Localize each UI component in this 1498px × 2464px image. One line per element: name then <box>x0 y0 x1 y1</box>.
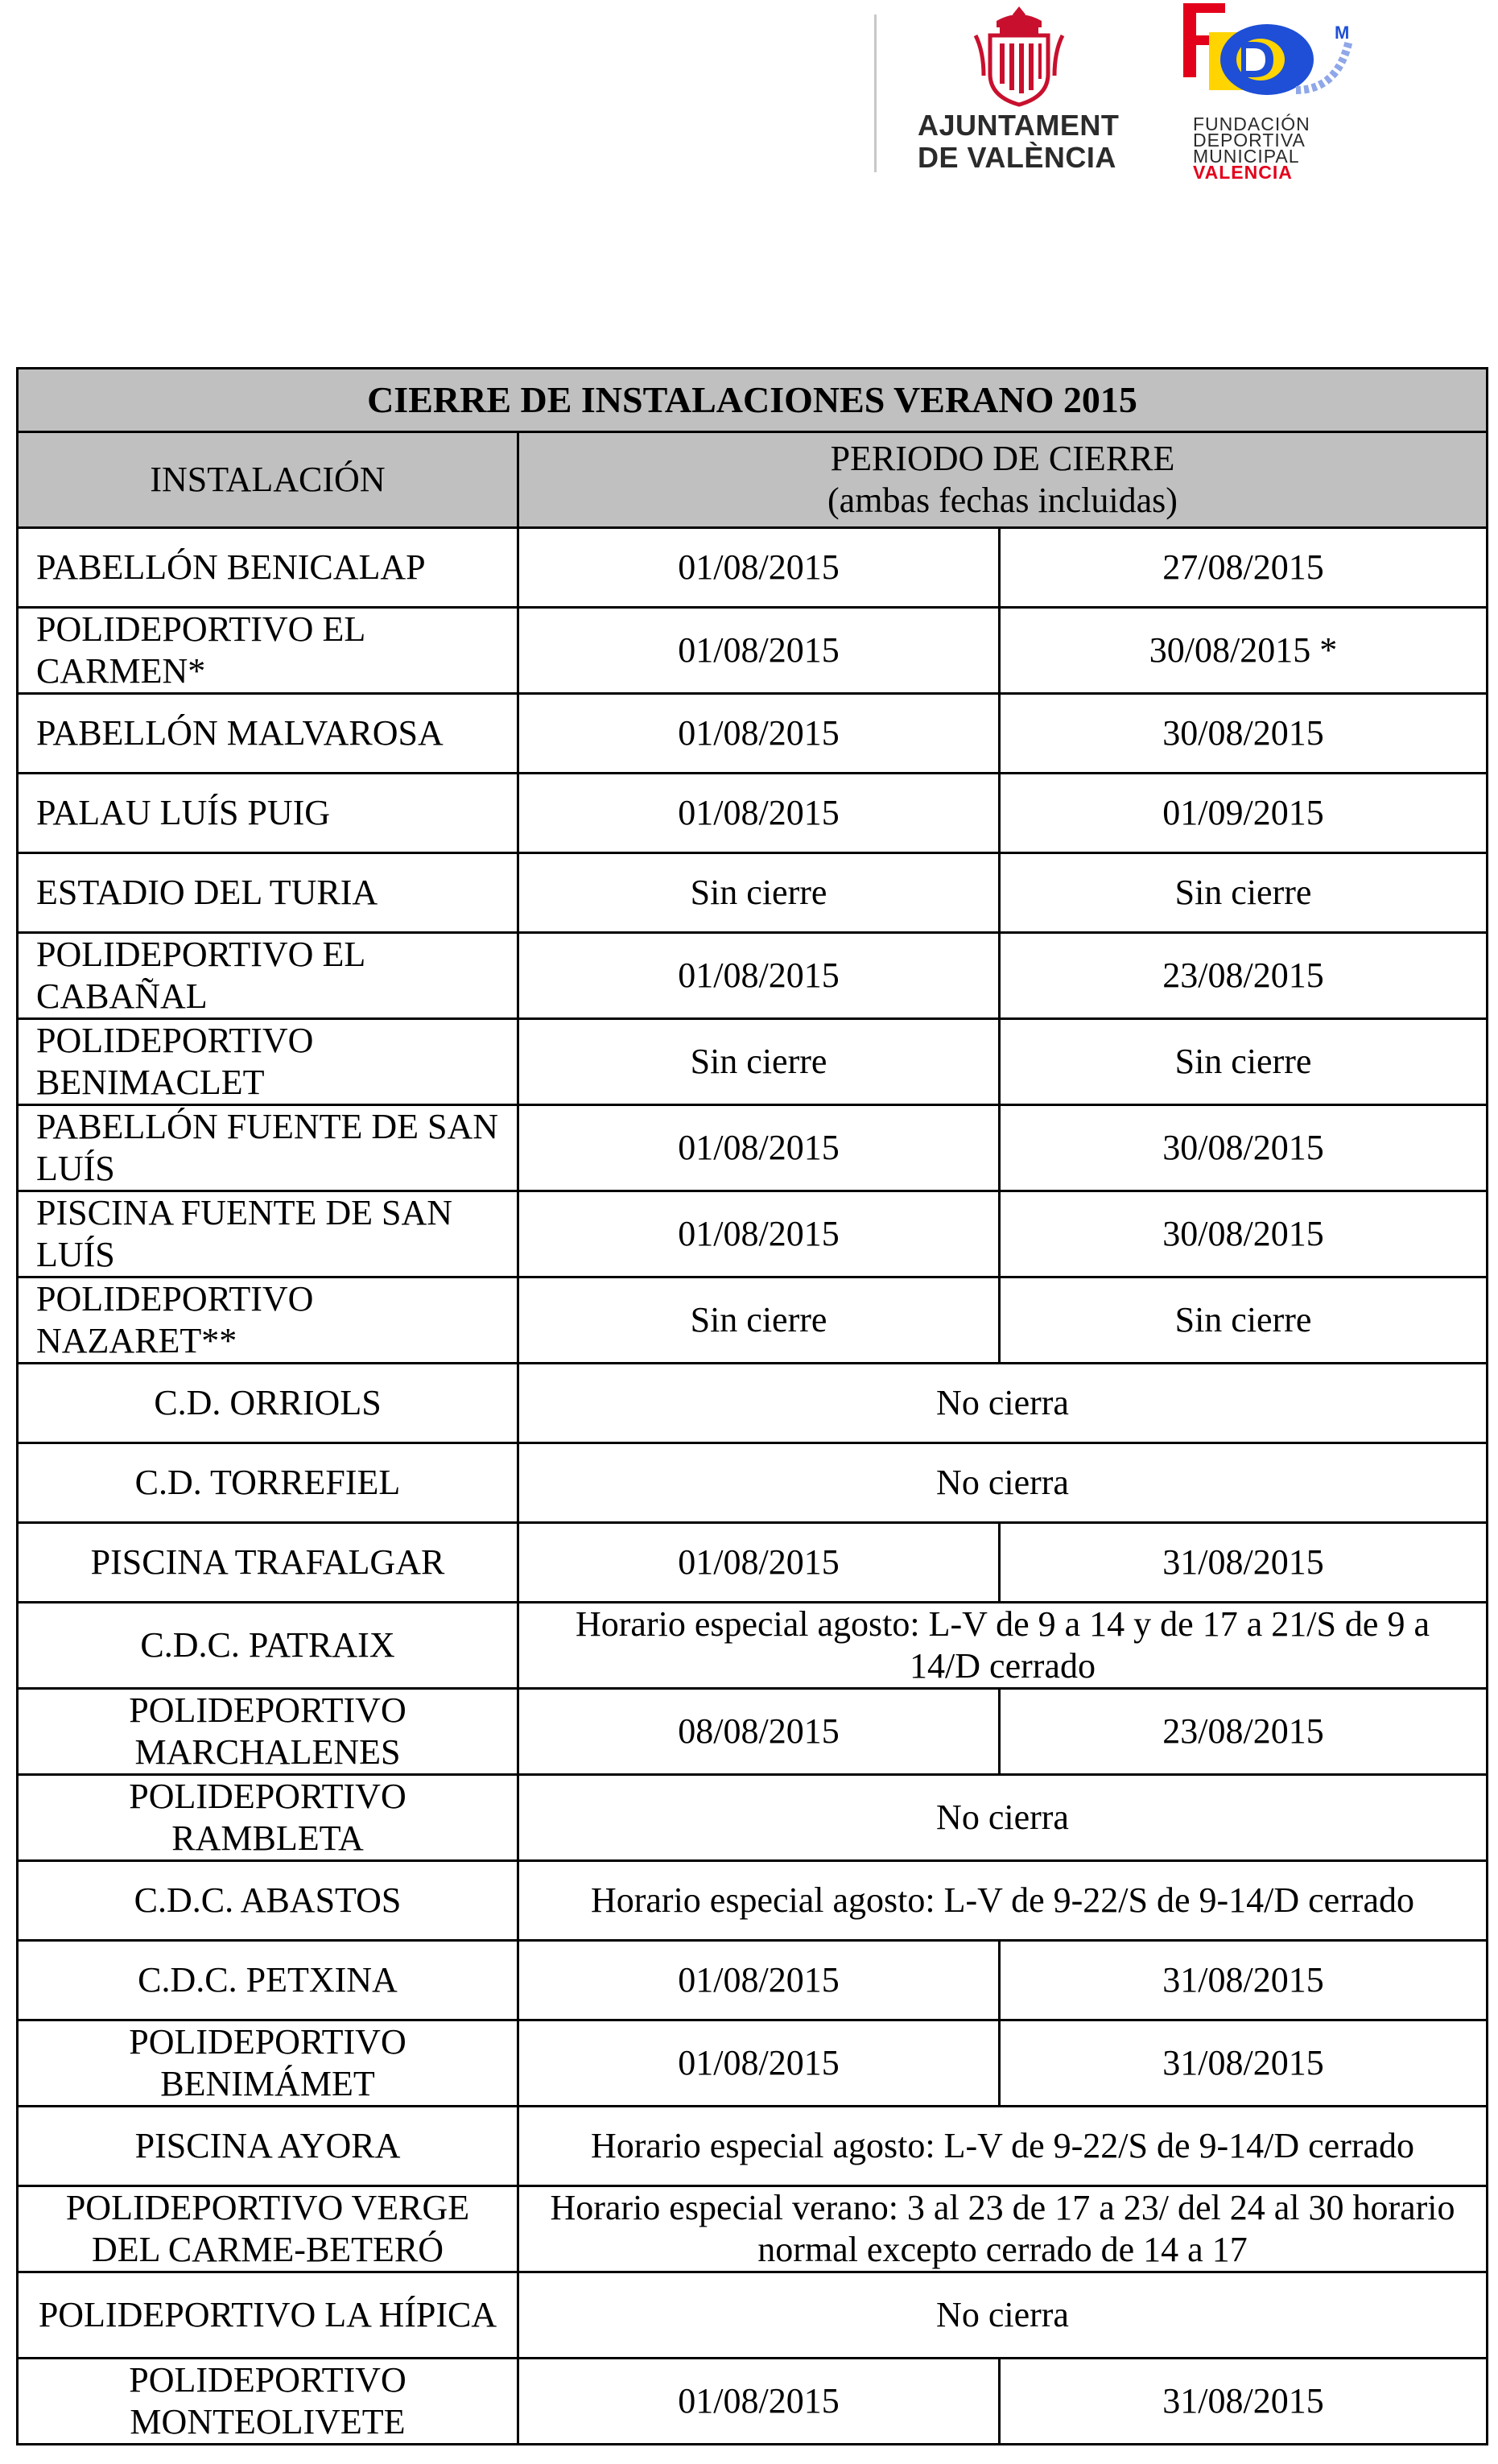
installation-name: POLIDEPORTIVO NAZARET** <box>18 1277 518 1364</box>
table-row <box>18 2107 1488 2186</box>
fdm-line2: DEPORTIVA <box>1193 130 1306 151</box>
fdm-line3: MUNICIPAL <box>1193 146 1300 167</box>
installation-name: C.D.C. ABASTOS <box>18 1861 518 1941</box>
closure-start-date: 01/08/2015 <box>518 608 1000 694</box>
closure-start-date: 08/08/2015 <box>518 1689 1000 1775</box>
header-logos <box>0 0 1498 193</box>
closure-start-date: 01/08/2015 <box>518 1105 1000 1191</box>
table-row <box>18 2359 1488 2445</box>
installation-name: POLIDEPORTIVO MARCHALENES <box>18 1689 518 1775</box>
closure-start-date: 01/08/2015 <box>518 774 1000 853</box>
table-row <box>18 1523 1488 1603</box>
installation-name: POLIDEPORTIVO RAMBLETA <box>18 1775 518 1861</box>
installation-name: PISCINA AYORA <box>18 2107 518 2186</box>
closure-period: Horario especial verano: 3 al 23 de 17 a 23/ del 24 al 30 horario normal excepto cerrado de 14 a 17 <box>518 2186 1488 2272</box>
fdm-logo-text <box>1193 114 1370 183</box>
closure-start-date: 01/08/2015 <box>518 528 1000 608</box>
closure-start-date: 01/08/2015 <box>518 2020 1000 2107</box>
fdm-line4: VALENCIA <box>1193 162 1293 183</box>
closure-period: No cierra <box>518 1364 1488 1443</box>
header-period <box>518 432 1488 528</box>
closure-start-date: Sin cierre <box>518 853 1000 933</box>
closure-start-date: 01/08/2015 <box>518 1191 1000 1277</box>
closure-end-date: 30/08/2015 <box>1000 1191 1488 1277</box>
installation-name: ESTADIO DEL TURIA <box>18 853 518 933</box>
closure-start-date: 01/08/2015 <box>518 933 1000 1019</box>
installation-name: POLIDEPORTIVO BENIMACLET <box>18 1019 518 1105</box>
closure-end-date: Sin cierre <box>1000 1277 1488 1364</box>
closure-start-date: 01/08/2015 <box>518 1941 1000 2020</box>
closure-end-date: 30/08/2015 * <box>1000 608 1488 694</box>
ajuntament-logo-text <box>918 109 1127 174</box>
table-row <box>18 694 1488 774</box>
closure-period: Horario especial agosto: L-V de 9 a 14 y de 17 a 21/S de 9 a 14/D cerrado <box>518 1603 1488 1689</box>
installation-name: POLIDEPORTIVO EL CABAÑAL <box>18 933 518 1019</box>
table-row <box>18 2272 1488 2359</box>
closure-start-date: Sin cierre <box>518 1019 1000 1105</box>
table-row <box>18 1364 1488 1443</box>
table-row <box>18 1191 1488 1277</box>
installation-name: C.D. ORRIOLS <box>18 1364 518 1443</box>
table-row <box>18 1689 1488 1775</box>
installation-name: PABELLÓN FUENTE DE SAN LUÍS <box>18 1105 518 1191</box>
installation-name: POLIDEPORTIVO VERGE DEL CARME-BETERÓ <box>18 2186 518 2272</box>
installation-name: PISCINA FUENTE DE SAN LUÍS <box>18 1191 518 1277</box>
ajuntament-crest-icon <box>972 3 1066 108</box>
table-row <box>18 1941 1488 2020</box>
table-row <box>18 2186 1488 2272</box>
installation-name: PALAU LUÍS PUIG <box>18 774 518 853</box>
closure-end-date: 31/08/2015 <box>1000 2359 1488 2445</box>
table-row <box>18 933 1488 1019</box>
table-header-row <box>18 432 1488 528</box>
table-row <box>18 608 1488 694</box>
installation-name: C.D.C. PATRAIX <box>18 1603 518 1689</box>
closure-period: No cierra <box>518 2272 1488 2359</box>
logo-divider <box>874 14 877 172</box>
closure-end-date: 23/08/2015 <box>1000 933 1488 1019</box>
table-row <box>18 528 1488 608</box>
closure-end-date: 30/08/2015 <box>1000 1105 1488 1191</box>
fdm-m-letter: M <box>1335 23 1350 43</box>
table-row <box>18 1277 1488 1364</box>
installation-name: C.D.C. PETXINA <box>18 1941 518 2020</box>
closure-end-date: 31/08/2015 <box>1000 2020 1488 2107</box>
closure-end-date: 23/08/2015 <box>1000 1689 1488 1775</box>
closure-start-date: Sin cierre <box>518 1277 1000 1364</box>
table-title-row <box>18 369 1488 432</box>
closures-table <box>16 367 1488 2445</box>
closure-end-date: 31/08/2015 <box>1000 1523 1488 1603</box>
closure-end-date: 27/08/2015 <box>1000 528 1488 608</box>
closure-period: No cierra <box>518 1775 1488 1861</box>
table-row <box>18 1019 1488 1105</box>
fdm-logo-icon <box>1177 0 1362 113</box>
table-row <box>18 1775 1488 1861</box>
installation-name: PABELLÓN MALVAROSA <box>18 694 518 774</box>
installation-name: PISCINA TRAFALGAR <box>18 1523 518 1603</box>
closure-period: Horario especial agosto: L-V de 9-22/S de 9-14/D cerrado <box>518 1861 1488 1941</box>
closure-end-date: 30/08/2015 <box>1000 694 1488 774</box>
installation-name: POLIDEPORTIVO LA HÍPICA <box>18 2272 518 2359</box>
table-row <box>18 1105 1488 1191</box>
table-row <box>18 1861 1488 1941</box>
table-row <box>18 853 1488 933</box>
ajuntament-line1: AJUNTAMENT <box>918 109 1120 142</box>
closure-start-date: 01/08/2015 <box>518 2359 1000 2445</box>
table-row <box>18 2020 1488 2107</box>
installation-name: PABELLÓN BENICALAP <box>18 528 518 608</box>
table-title: CIERRE DE INSTALACIONES VERANO 2015 <box>18 369 1488 432</box>
closure-period: Horario especial agosto: L-V de 9-22/S de 9-14/D cerrado <box>518 2107 1488 2186</box>
installation-name: C.D. TORREFIEL <box>18 1443 518 1523</box>
header-period-line1: PERIODO DE CIERRE <box>830 439 1175 478</box>
closure-start-date: 01/08/2015 <box>518 1523 1000 1603</box>
closure-end-date: Sin cierre <box>1000 853 1488 933</box>
header-period-line2: (ambas fechas incluidas) <box>827 481 1178 520</box>
table-row <box>18 774 1488 853</box>
fdm-line1: FUNDACIÓN <box>1193 114 1310 134</box>
closure-end-date: 01/09/2015 <box>1000 774 1488 853</box>
closure-period: No cierra <box>518 1443 1488 1523</box>
installation-name: POLIDEPORTIVO BENIMÁMET <box>18 2020 518 2107</box>
closure-end-date: 31/08/2015 <box>1000 1941 1488 2020</box>
table-row <box>18 1603 1488 1689</box>
closure-end-date: Sin cierre <box>1000 1019 1488 1105</box>
table-row <box>18 1443 1488 1523</box>
installation-name: POLIDEPORTIVO MONTEOLIVETE <box>18 2359 518 2445</box>
closure-start-date: 01/08/2015 <box>518 694 1000 774</box>
header-installation: INSTALACIÓN <box>18 432 518 528</box>
ajuntament-line2: DE VALÈNCIA <box>918 141 1116 174</box>
installation-name: POLIDEPORTIVO EL CARMEN* <box>18 608 518 694</box>
